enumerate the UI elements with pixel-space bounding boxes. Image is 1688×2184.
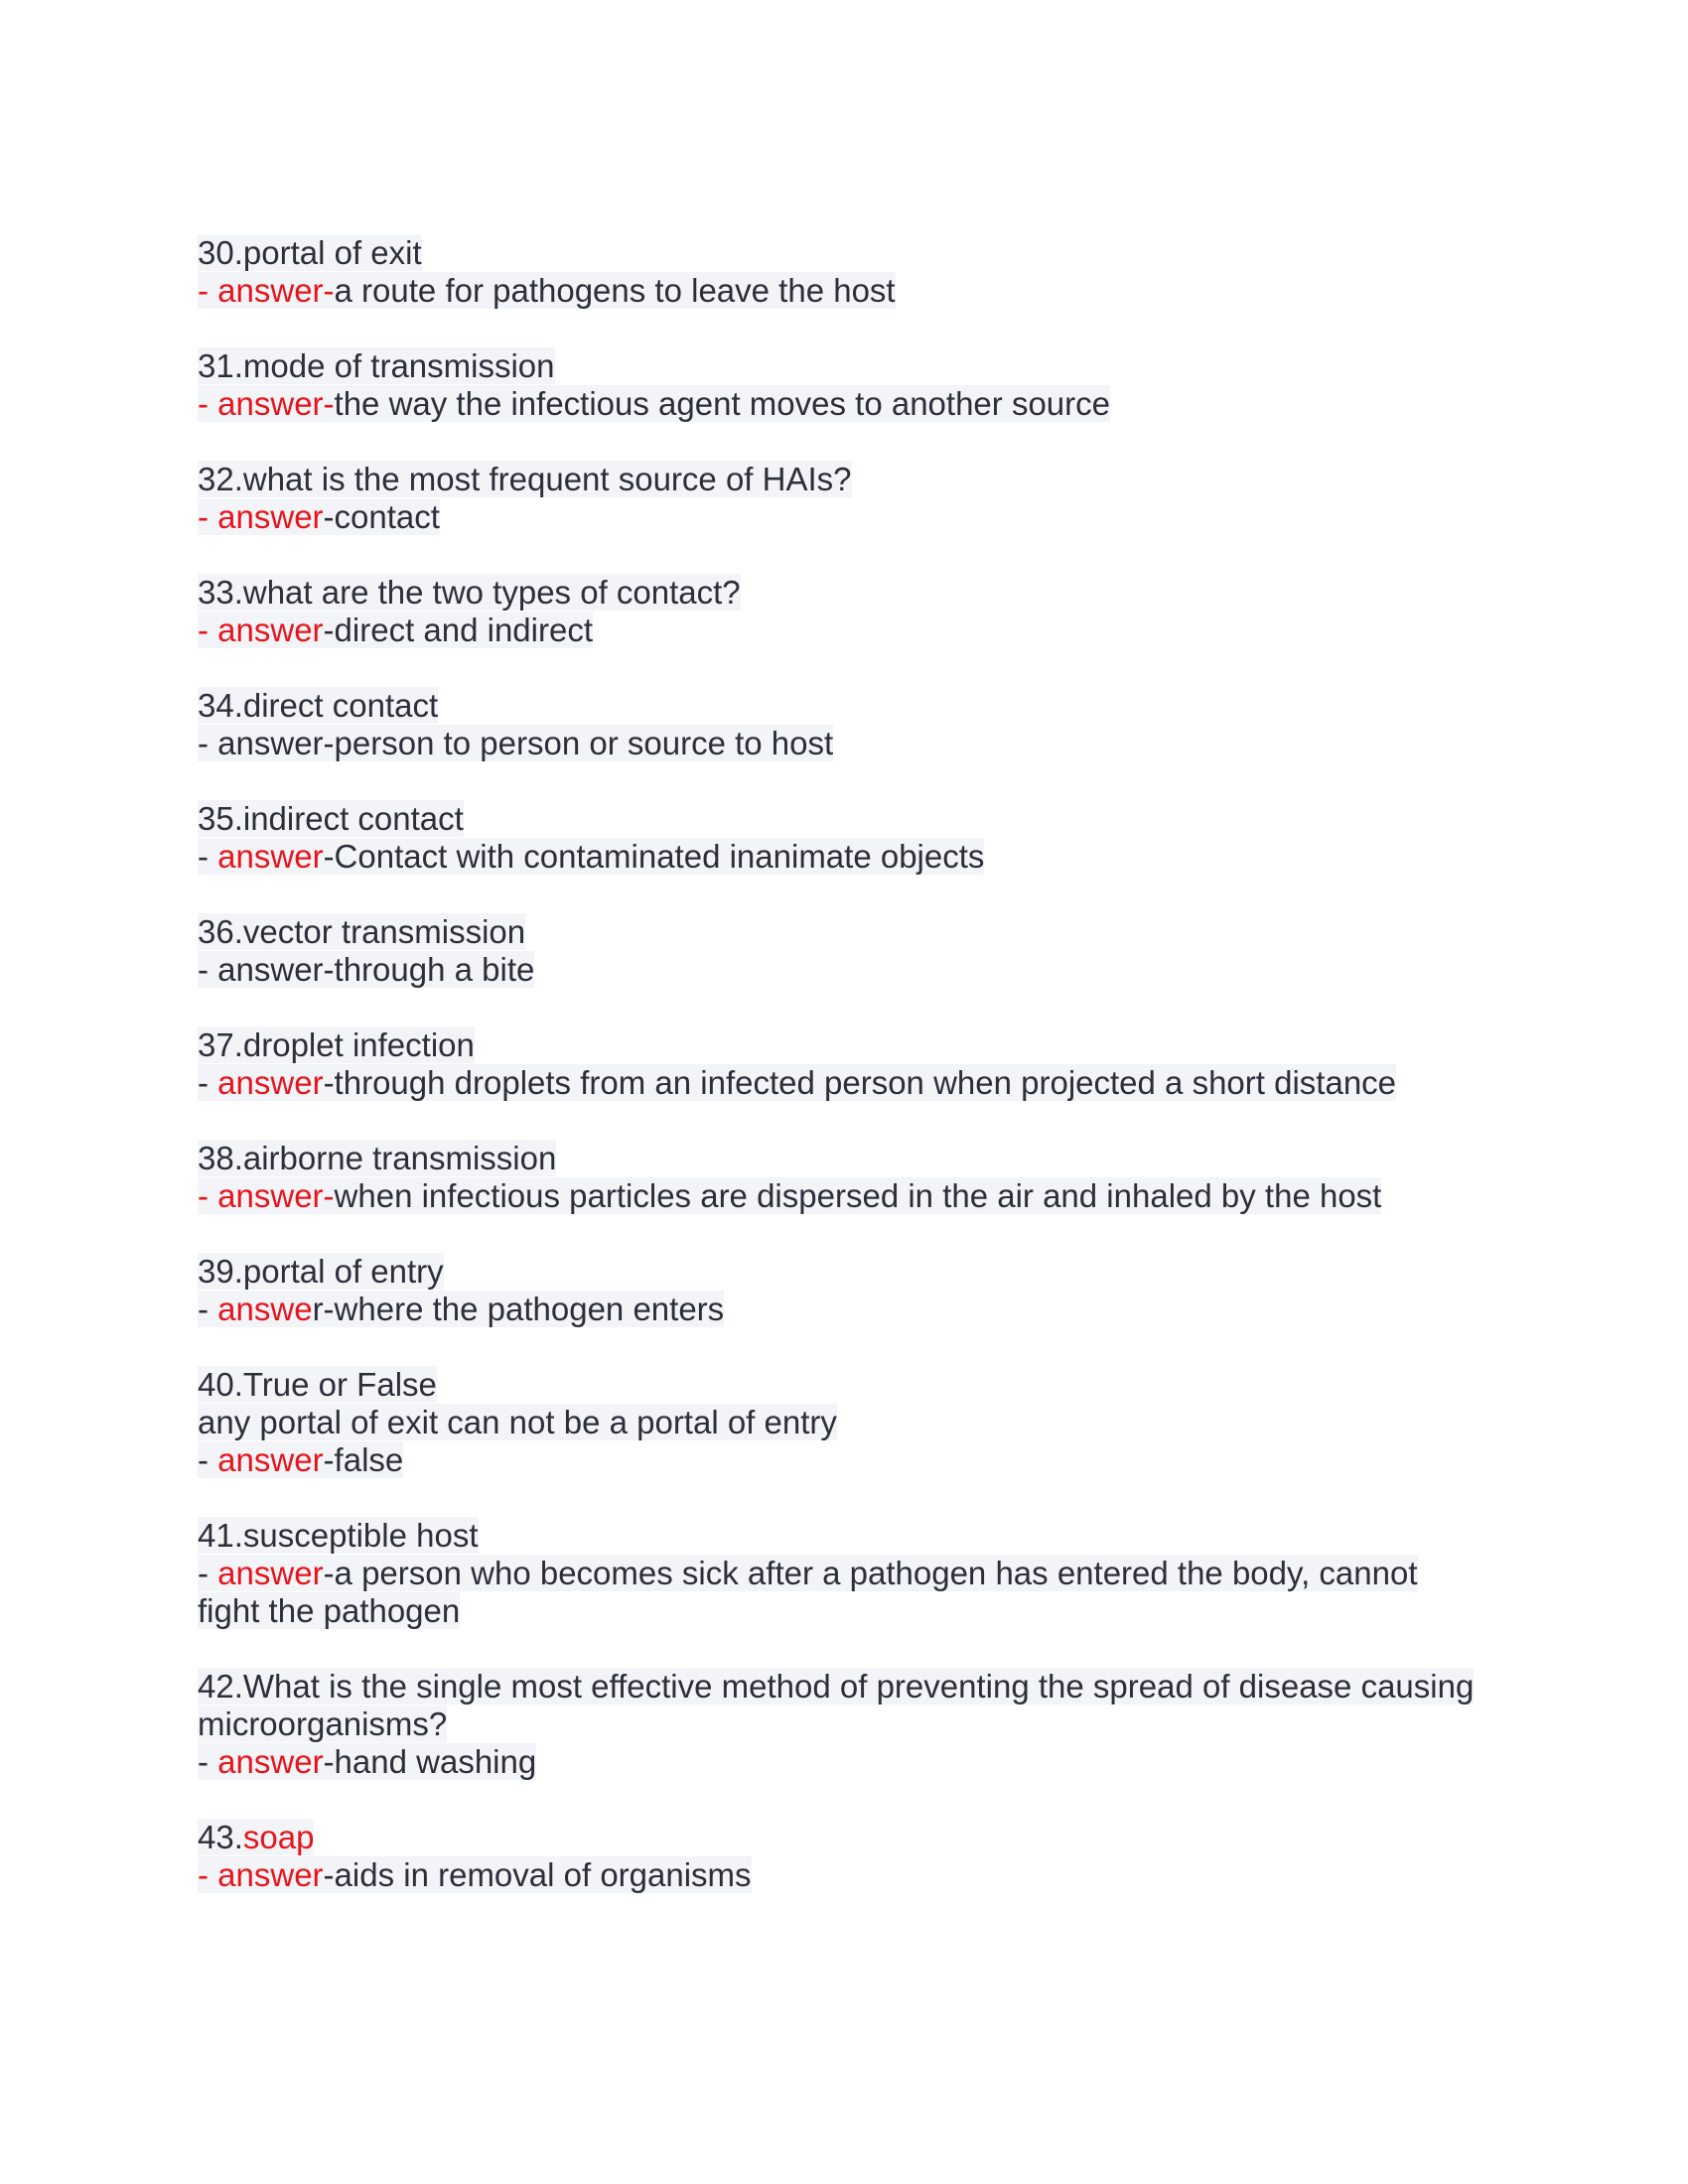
answer-line <box>198 612 593 648</box>
answer-line <box>198 1743 536 1780</box>
answer-text: -direct and indirect <box>323 612 594 648</box>
question: 36.vector transmission <box>198 913 526 950</box>
answer-label: - answer- <box>198 1177 335 1214</box>
question-continued: any portal of exit can not be a portal of entry <box>198 1404 837 1440</box>
answer-text: -false <box>323 1441 404 1478</box>
question <box>198 1819 314 1855</box>
answer-line <box>198 838 984 875</box>
question: 41.susceptible host <box>198 1517 479 1554</box>
qa-item-32 <box>198 461 1488 536</box>
answer-label: answer <box>217 838 324 875</box>
answer-label: answer <box>217 1064 324 1101</box>
qa-item-37 <box>198 1026 1488 1102</box>
qa-item-43 <box>198 1819 1488 1894</box>
qa-item-39 <box>198 1253 1488 1328</box>
answer-line <box>198 272 896 309</box>
answer-line <box>198 1555 1418 1591</box>
answer-dash: - <box>198 1064 218 1101</box>
question-continued: microorganisms? <box>198 1706 448 1742</box>
answer-text: - answer-through a bite <box>198 951 535 988</box>
question: 37.droplet infection <box>198 1026 475 1063</box>
answer-text: -through droplets from an infected person when projected a short distance <box>323 1064 1397 1101</box>
question: 42.What is the single most effective method of preventing the spread of disease causing <box>198 1668 1475 1705</box>
answer-text: -hand washing <box>323 1743 537 1780</box>
question: 31.mode of transmission <box>198 347 555 384</box>
question: 32.what is the most frequent source of HAIs? <box>198 461 852 497</box>
question: 38.airborne transmission <box>198 1140 557 1176</box>
answer-line <box>198 1064 1396 1101</box>
answer-label: - answer- <box>198 385 335 422</box>
document-page <box>198 234 1488 1932</box>
answer-label: answer <box>217 1441 324 1478</box>
answer-dash: - <box>198 1441 218 1478</box>
question-term: soap <box>242 1819 315 1855</box>
question-number: 43. <box>198 1819 243 1855</box>
answer-line <box>198 1291 724 1327</box>
question: 33.what are the two types of contact? <box>198 574 741 611</box>
answer-text: when infectious particles are dispersed in the air and inhaled by the host <box>334 1177 1382 1214</box>
qa-item-35 <box>198 800 1488 876</box>
answer-line <box>198 385 1110 422</box>
answer-label: - answer- <box>198 272 335 309</box>
qa-item-40 <box>198 1366 1488 1479</box>
question: 30.portal of exit <box>198 234 422 271</box>
question: 40.True or False <box>198 1366 437 1403</box>
answer-text: r-where the pathogen enters <box>312 1291 725 1327</box>
answer-line <box>198 1856 752 1893</box>
qa-item-34 <box>198 687 1488 762</box>
answer-text: -a person who becomes sick after a pathogen has entered the body, cannot <box>323 1555 1418 1591</box>
answer-dash: - <box>198 1555 218 1591</box>
answer-text: -Contact with contaminated inanimate objects <box>323 838 985 875</box>
answer-dash: - <box>198 838 218 875</box>
answer-text: a route for pathogens to leave the host <box>334 272 896 309</box>
question: 34.direct contact <box>198 687 439 724</box>
qa-item-41 <box>198 1517 1488 1630</box>
answer-text: the way the infectious agent moves to another source <box>334 385 1110 422</box>
answer-label: answer <box>217 1555 324 1591</box>
qa-item-30 <box>198 234 1488 310</box>
answer-dash: - <box>198 1743 218 1780</box>
qa-item-38 <box>198 1140 1488 1215</box>
answer-label: - answer <box>198 1856 324 1893</box>
qa-item-42 <box>198 1668 1488 1781</box>
answer-label: - answer <box>198 498 324 535</box>
answer-label: answer <box>217 1743 324 1780</box>
qa-item-36 <box>198 913 1488 989</box>
answer-text-continued: fight the pathogen <box>198 1592 461 1629</box>
question: 35.indirect contact <box>198 800 464 837</box>
answer-dash: - <box>198 1291 218 1327</box>
qa-item-31 <box>198 347 1488 423</box>
answer-line <box>198 498 440 535</box>
question: 39.portal of entry <box>198 1253 444 1290</box>
qa-item-33 <box>198 574 1488 649</box>
answer-line <box>198 1441 403 1478</box>
answer-label: - answer <box>198 612 324 648</box>
answer-text: -contact <box>323 498 440 535</box>
answer-text: -aids in removal of organisms <box>323 1856 752 1893</box>
answer-line <box>198 1177 1381 1214</box>
answer-label: answe <box>217 1291 313 1327</box>
answer-text: - answer-person to person or source to host <box>198 725 834 761</box>
